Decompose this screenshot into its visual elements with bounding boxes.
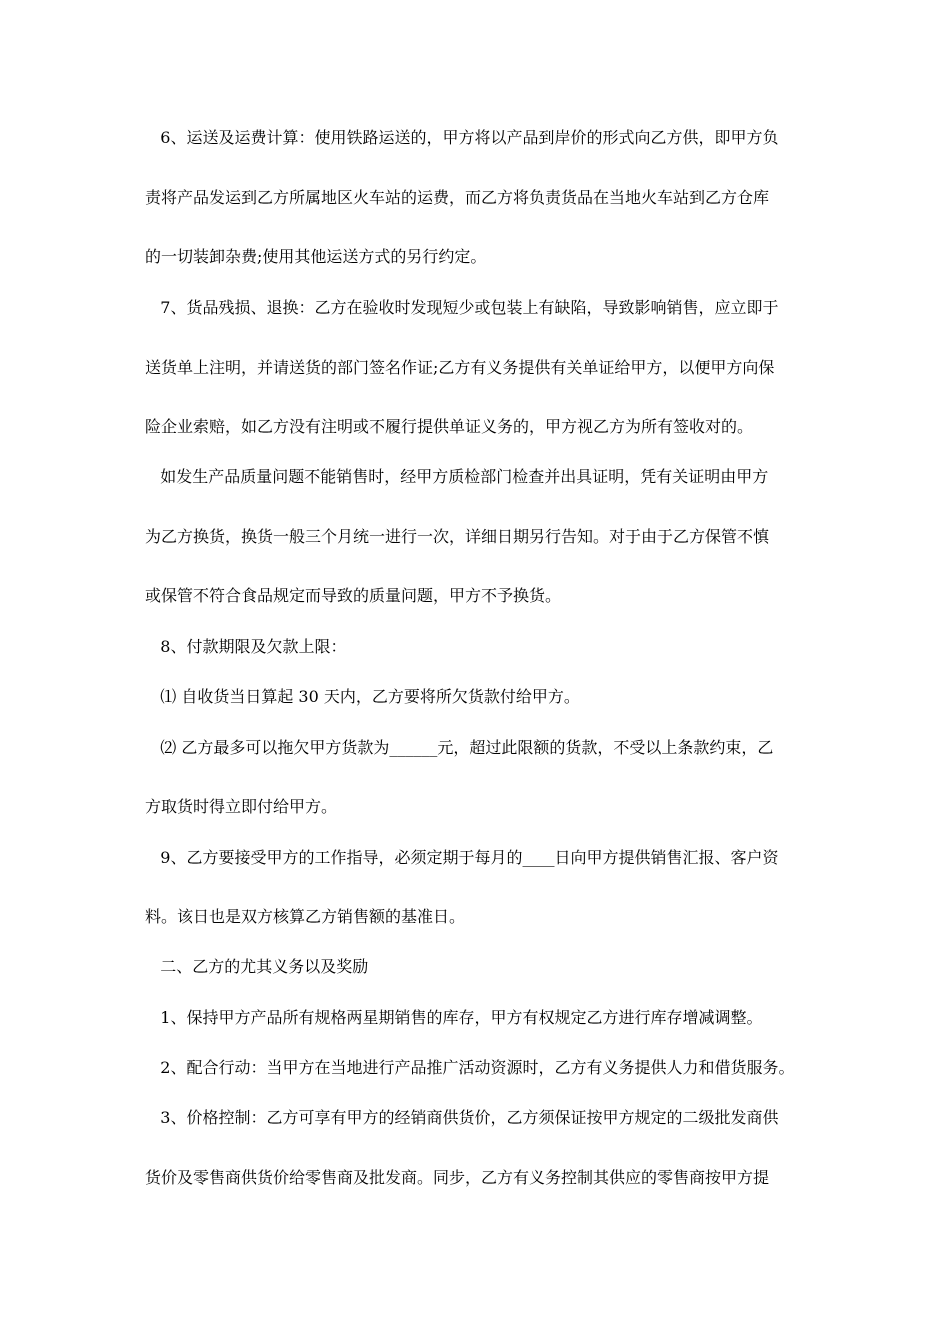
paragraph-line-6: 险企业索赔，如乙方没有注明或不履行提供单证义务的，甲方视乙方为所有签收对的。 — [145, 417, 754, 436]
paragraph-line-8: 为乙方换货，换货一般三个月统一进行一次，详细日期另行告知。对于由于乙方保管不慎 — [145, 527, 770, 546]
paragraph-line-13: 方取货时得立即付给甲方。 — [145, 797, 338, 816]
paragraph-line-17: 1、保持甲方产品所有规格两星期销售的库存，甲方有权规定乙方进行库存增减调整。 — [145, 1008, 763, 1027]
paragraph-line-15: 料。该日也是双方核算乙方销售额的基准日。 — [145, 907, 466, 926]
paragraph-line-18: 2、配合行动：当甲方在当地进行产品推广活动资源时，乙方有义务提供人力和借货服务。 — [145, 1058, 795, 1077]
paragraph-line-19: 3、价格控制：乙方可享有甲方的经销商供货价，乙方须保证按甲方规定的二级批发商供 — [145, 1108, 779, 1127]
paragraph-line-2: 责将产品发运到乙方所属地区火车站的运费，而乙方将负责货品在当地火车站到乙方仓库 — [145, 188, 770, 207]
paragraph-line-9: 或保管不符合食品规定而导致的质量问题，甲方不予换货。 — [145, 586, 562, 605]
paragraph-line-4: 7、货品残损、退换：乙方在验收时发现短少或包装上有缺陷，导致影响销售，应立即于 — [145, 298, 779, 317]
paragraph-line-16: 二、乙方的尤其义务以及奖励 — [145, 957, 369, 976]
paragraph-line-20: 货价及零售商供货价给零售商及批发商。同步，乙方有义务控制其供应的零售商按甲方提 — [145, 1168, 770, 1187]
paragraph-line-11: ⑴ 自收货当日算起 30 天内，乙方要将所欠货款付给甲方。 — [145, 687, 580, 706]
paragraph-line-12: ⑵ 乙方最多可以拖欠甲方货款为______元，超过此限额的货款，不受以上条款约束，乙 — [145, 738, 774, 757]
paragraph-line-7: 如发生产品质量问题不能销售时，经甲方质检部门检查并出具证明，凭有关证明由甲方 — [145, 467, 769, 486]
paragraph-line-14: 9、乙方要接受甲方的工作指导，必须定期于每月的____日向甲方提供销售汇报、客户资 — [145, 848, 779, 867]
paragraph-line-5: 送货单上注明，并请送货的部门签名作证;乙方有义务提供有关单证给甲方，以便甲方向保 — [145, 358, 775, 377]
paragraph-line-10: 8、付款期限及欠款上限： — [145, 637, 347, 656]
paragraph-line-1: 6、运送及运费计算：使用铁路运送的，甲方将以产品到岸价的形式向乙方供，即甲方负 — [145, 128, 779, 147]
paragraph-line-3: 的一切装卸杂费;使用其他运送方式的另行约定。 — [145, 247, 487, 266]
